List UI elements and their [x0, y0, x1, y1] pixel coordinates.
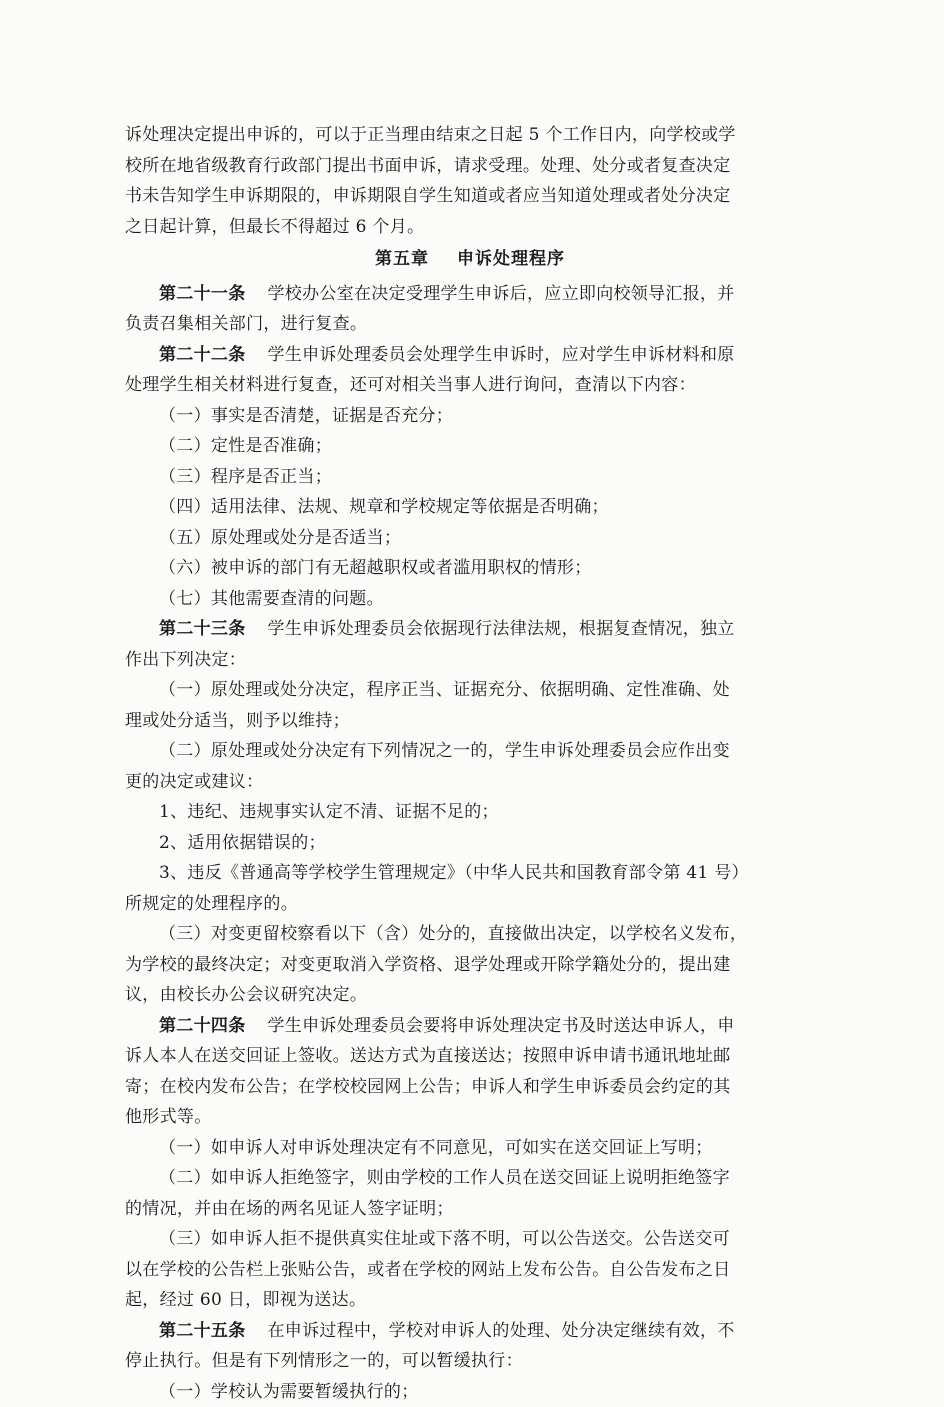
text-line: 理或处分适当，则予以维持； — [125, 706, 815, 737]
text-line: 负责召集相关部门，进行复查。 — [125, 309, 815, 340]
list-item: （四）适用法律、法规、规章和学校规定等依据是否明确； — [125, 492, 815, 523]
text-line: 处理学生相关材料进行复查，还可对相关当事人进行询问，查清以下内容： — [125, 370, 815, 401]
list-item: （七）其他需要查清的问题。 — [125, 584, 815, 615]
text-line: 以在学校的公告栏上张贴公告，或者在学校的网站上发布公告。自公告发布之日 — [125, 1255, 815, 1286]
article-text: 在申诉过程中，学校对申诉人的处理、处分决定继续有效，不 — [268, 1321, 735, 1341]
text-line: 起，经过 60 日，即视为送达。 — [125, 1285, 815, 1316]
list-item: （三）对变更留校察看以下（含）处分的，直接做出决定，以学校名义发布， — [125, 919, 815, 950]
article-21 — [125, 279, 815, 310]
document-body — [125, 120, 815, 1407]
text-line: 停止执行。但是有下列情形之一的，可以暂缓执行： — [125, 1346, 815, 1377]
sub-item: 2、适用依据错误的； — [125, 828, 815, 859]
list-item: （五）原处理或处分是否适当； — [125, 523, 815, 554]
list-item: （二）定性是否准确； — [125, 431, 815, 462]
list-item: （三）如申诉人拒不提供真实住址或下落不明，可以公告送交。公告送交可 — [125, 1224, 815, 1255]
article-text: 学校办公室在决定受理学生申诉后，应立即向校领导汇报，并 — [268, 284, 735, 304]
text-line: 的情况，并由在场的两名见证人签字证明； — [125, 1194, 815, 1225]
list-item: （三）程序是否正当； — [125, 462, 815, 493]
article-title: 第二十四条 — [159, 1016, 246, 1036]
article-title: 第二十二条 — [159, 345, 246, 365]
text-line: 为学校的最终决定；对变更取消入学资格、退学处理或开除学籍处分的，提出建 — [125, 950, 815, 981]
article-text: 学生申诉处理委员会处理学生申诉时，应对学生申诉材料和原 — [268, 345, 735, 365]
article-text: 学生申诉处理委员会依据现行法律法规，根据复查情况，独立 — [268, 619, 735, 639]
chapter-name: 申诉处理程序 — [457, 244, 565, 275]
list-item: （一）如申诉人对申诉处理决定有不同意见，可如实在送交回证上写明； — [125, 1133, 815, 1164]
list-item: （二）原处理或处分决定有下列情况之一的，学生申诉处理委员会应作出变 — [125, 736, 815, 767]
text-line: 更的决定或建议： — [125, 767, 815, 798]
text-line: 寄；在校内发布公告；在学校校园网上公告；申诉人和学生申诉委员会约定的其 — [125, 1072, 815, 1103]
article-text: 学生申诉处理委员会要将申诉处理决定书及时送达申诉人，申 — [268, 1016, 735, 1036]
chapter-title — [125, 244, 815, 275]
text-line: 校所在地省级教育行政部门提出书面申诉，请求受理。处理、处分或者复查决定 — [125, 151, 815, 182]
sub-item: 1、违纪、违规事实认定不清、证据不足的； — [125, 797, 815, 828]
article-title: 第二十三条 — [159, 619, 246, 639]
text-line: 书未告知学生申诉期限的，申诉期限自学生知道或者应当知道处理或者处分决定 — [125, 181, 815, 212]
list-item: （六）被申诉的部门有无超越职权或者滥用职权的情形； — [125, 553, 815, 584]
article-25 — [125, 1316, 815, 1347]
text-line: 议，由校长办公会议研究决定。 — [125, 980, 815, 1011]
list-item: （二）如申诉人拒绝签字，则由学校的工作人员在送交回证上说明拒绝签字 — [125, 1163, 815, 1194]
chapter-number: 第五章 — [375, 244, 429, 275]
text-line: 作出下列决定： — [125, 645, 815, 676]
article-22 — [125, 340, 815, 371]
list-item: （一）事实是否清楚，证据是否充分； — [125, 401, 815, 432]
article-23 — [125, 614, 815, 645]
text-line: 诉人本人在送交回证上签收。送达方式为直接送达；按照申诉申请书通讯地址邮 — [125, 1041, 815, 1072]
article-24 — [125, 1011, 815, 1042]
sub-item: 3、违反《普通高等学校学生管理规定》（中华人民共和国教育部令第 41 号） — [125, 858, 815, 889]
list-item: （一）学校认为需要暂缓执行的； — [125, 1377, 815, 1407]
text-line: 诉处理决定提出申诉的，可以于正当理由结束之日起 5 个工作日内，向学校或学 — [125, 120, 815, 151]
article-title: 第二十五条 — [159, 1321, 246, 1341]
text-line: 所规定的处理程序的。 — [125, 889, 815, 920]
text-line: 之日起计算，但最长不得超过 6 个月。 — [125, 212, 815, 243]
list-item: （一）原处理或处分决定，程序正当、证据充分、依据明确、定性准确、处 — [125, 675, 815, 706]
article-title: 第二十一条 — [159, 284, 246, 304]
text-line: 他形式等。 — [125, 1102, 815, 1133]
